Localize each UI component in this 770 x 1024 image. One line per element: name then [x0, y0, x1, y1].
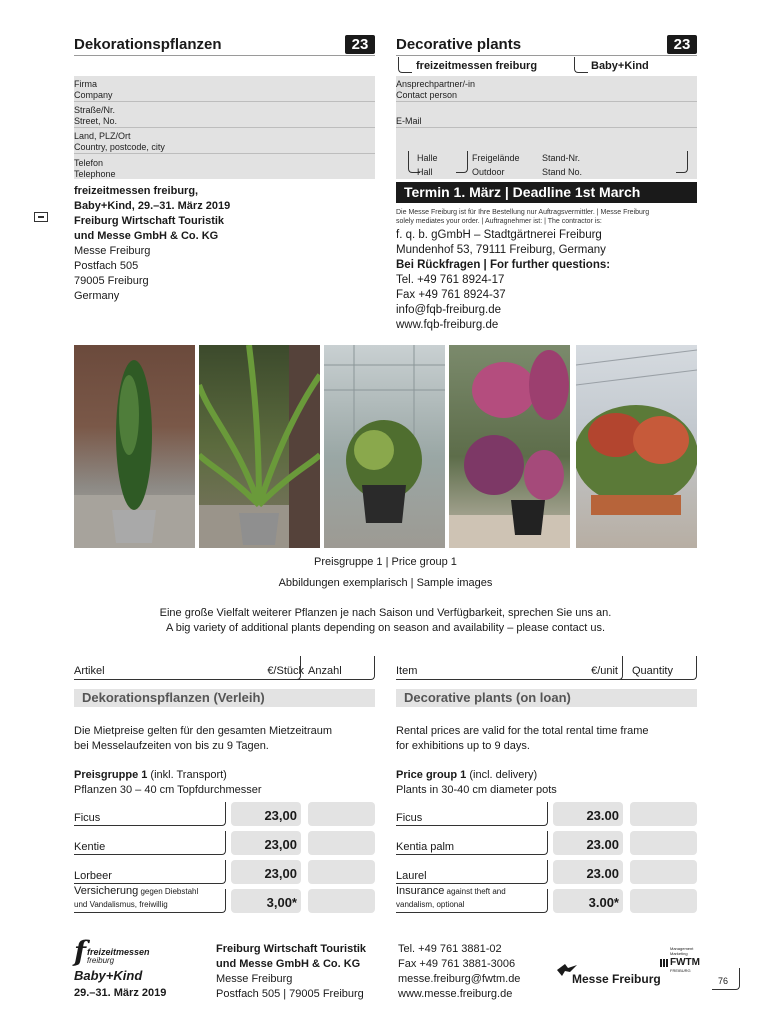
col-price-label: €/unit — [591, 665, 618, 677]
contact-label-de: Ansprechpartner/-in — [396, 79, 476, 89]
contact-line: Tel. +49 761 3881-02 — [398, 943, 502, 955]
left-title: Dekorationspflanzen — [74, 36, 222, 53]
footer-company — [216, 942, 366, 1002]
footer-dates: 29.–31. März 2019 — [74, 987, 167, 999]
item-price: 23,00 — [264, 837, 297, 852]
bougainvillea-photo — [449, 345, 570, 548]
email-field[interactable] — [396, 102, 697, 128]
insurance-small: gegen Diebstahl — [138, 887, 199, 896]
left-title-rule — [74, 55, 375, 56]
envelope-window-icon — [34, 212, 48, 222]
fair2-checkbox[interactable] — [574, 57, 588, 73]
contact-line[interactable]: www.fqb-freiburg.de — [396, 319, 499, 331]
right-title-rule — [396, 55, 697, 56]
logo1-text: freizeitmessen — [87, 947, 150, 957]
messe-brand: Messe Freiburg — [572, 972, 661, 986]
fair-logo — [74, 935, 204, 983]
item-name: Laurel — [396, 870, 427, 882]
contact-line: Fax +49 761 8924-37 — [396, 289, 506, 301]
sender-address — [74, 184, 230, 304]
contact-line[interactable]: info@fqb-freiburg.de — [396, 304, 502, 316]
table-row — [74, 800, 375, 829]
hall-label-en: Hall — [417, 167, 433, 177]
left-item-rows — [74, 800, 375, 916]
col-price-label: €/Stück — [267, 665, 304, 677]
item-name: Ficus — [74, 812, 101, 824]
company-line: und Messe GmbH & Co. KG — [216, 958, 361, 970]
item-price: 23.00 — [586, 808, 619, 823]
contractor-line: Mundenhof 53, 79111 Freiburg, Germany — [396, 244, 606, 256]
sender-line: freizeitmessen freiburg, — [74, 185, 199, 197]
item-name: Kentie — [74, 841, 106, 853]
right-section-bar: Decorative plants (on loan) — [396, 689, 697, 707]
laurel-photo — [324, 345, 445, 548]
group-rest: (inkl. Transport) — [147, 769, 227, 781]
insurance-small2: vandalism, optional — [396, 900, 465, 909]
page-number: 76 — [718, 976, 729, 986]
insurance-small: against theft and — [444, 887, 506, 896]
fwtm-small1: Management — [670, 946, 694, 951]
insurance-label — [396, 885, 506, 897]
quantity-input[interactable] — [308, 802, 375, 826]
fwtm-small2: Marketing — [670, 951, 688, 956]
city-label-en: Country, postcode, city — [74, 142, 165, 152]
rental-line: bei Messelaufzeiten von bis zu 9 Tagen. — [74, 740, 269, 752]
photinia-photo — [576, 345, 697, 548]
sender-line: Germany — [74, 290, 120, 302]
rental-line: Die Mietpreise gelten für den gesamten Mietzeitraum — [74, 725, 333, 737]
city-field[interactable] — [74, 128, 375, 154]
quantity-input[interactable] — [308, 831, 375, 855]
contractor-note-en: solely mediates your order. | Auftragnehmer ist: | The contractor is: — [396, 218, 602, 225]
logo1b-text: freiburg — [87, 956, 115, 965]
insurance-price: 3.00* — [588, 895, 619, 910]
fwtm-text: FWTM — [670, 957, 700, 968]
deadline-banner: Termin 1. März | Deadline 1st March — [396, 182, 697, 203]
insurance-small2: und Vandalismus, freiwillig — [74, 900, 168, 909]
item-price: 23,00 — [264, 808, 297, 823]
logo2-text: Baby+Kind — [74, 968, 143, 983]
fair1-checkbox[interactable] — [398, 57, 412, 73]
fwtm-grid-icon — [660, 959, 668, 967]
sender-line: 79005 Freiburg — [74, 275, 149, 287]
contact-line[interactable]: www.messe.freiburg.de — [398, 988, 513, 1000]
table-row — [74, 829, 375, 858]
questions-heading: Bei Rückfragen | For further questions: — [396, 259, 611, 271]
company-label-en: Company — [74, 90, 113, 100]
company-line: Postfach 505 | 79005 Freiburg — [216, 988, 364, 1000]
right-rental-note — [396, 724, 649, 754]
item-name: Lorbeer — [74, 870, 112, 882]
contact-label-en: Contact person — [396, 90, 458, 100]
street-label-de: Straße/Nr. — [74, 105, 116, 115]
right-title: Decorative plants — [396, 36, 522, 53]
item-price: 23.00 — [586, 837, 619, 852]
quantity-input[interactable] — [630, 831, 697, 855]
group-bold: Preisgruppe 1 — [74, 769, 148, 781]
contractor-note — [396, 208, 697, 226]
left-section-number: 23 — [345, 35, 375, 54]
right-section-number: 23 — [667, 35, 697, 54]
phone-label-en: Telephone — [74, 169, 116, 179]
hall-label-de: Halle — [417, 153, 438, 163]
contractor-address — [396, 228, 610, 333]
city-label-de: Land, PLZ/Ort — [74, 131, 131, 141]
group-sub: Plants in 30-40 cm diameter pots — [396, 784, 557, 796]
col-qty-label: Quantity — [632, 665, 673, 677]
sender-line: Postfach 505 — [74, 260, 139, 272]
quantity-input[interactable] — [308, 860, 375, 884]
quantity-input[interactable] — [630, 889, 697, 913]
contact-line[interactable]: messe.freiburg@fwtm.de — [398, 973, 521, 985]
email-label: E-Mail — [396, 116, 422, 126]
left-table-header — [74, 656, 375, 680]
item-price: 23,00 — [264, 866, 297, 881]
group-rest: (incl. delivery) — [466, 769, 538, 781]
phone-label-de: Telefon — [74, 158, 104, 168]
right-item-rows — [396, 800, 697, 916]
contractor-note-de: Die Messe Freiburg ist für Ihre Bestellung nur Auftragsvermittler. | Messe Freiburg — [396, 209, 650, 216]
col-item-label: Artikel — [74, 665, 105, 677]
sender-line: und Messe GmbH & Co. KG — [74, 230, 219, 242]
right-table-header — [396, 656, 697, 680]
left-rental-note — [74, 724, 332, 754]
variety-de: Eine große Vielfalt weiterer Pflanzen je nach Saison und Verfügbarkeit, sprechen Sie uns an. — [159, 607, 612, 619]
company-label-de: Firma — [74, 79, 97, 89]
fair1-label: freizeitmessen freiburg — [416, 60, 538, 72]
fwtm-logo — [660, 946, 700, 976]
sender-line: Messe Freiburg — [74, 245, 151, 257]
outdoor-label-en: Outdoor — [472, 167, 505, 177]
phone-field[interactable] — [74, 154, 375, 179]
quantity-input[interactable] — [308, 889, 375, 913]
insurance-big: Insurance — [396, 885, 445, 897]
ficus-photo — [74, 345, 195, 548]
insurance-label — [74, 885, 198, 897]
variety-en: A big variety of additional plants depending on season and availability – please contact us. — [165, 622, 606, 634]
contractor-line: f. q. b. gGmbH – Stadtgärtnerei Freiburg — [396, 229, 602, 241]
col-item-label: Item — [396, 665, 418, 677]
left-group-heading — [74, 768, 262, 798]
street-label-en: Street, No. — [74, 116, 118, 126]
photo-caption-group: Preisgruppe 1 | Price group 1 — [314, 556, 457, 568]
rental-line: Rental prices are valid for the total rental time frame — [396, 725, 649, 737]
kentia-photo — [199, 345, 320, 548]
contact-field[interactable] — [396, 76, 697, 102]
table-row-insurance — [396, 887, 697, 916]
group-sub: Pflanzen 30 – 40 cm Topfdurchmesser — [74, 784, 262, 796]
left-section-bar: Dekorationspflanzen (Verleih) — [74, 689, 375, 707]
photo-caption-sample: Abbildungen exemplarisch | Sample images — [278, 577, 493, 589]
footer-contact — [398, 942, 520, 1002]
col-qty-label: Anzahl — [308, 665, 342, 677]
quantity-input[interactable] — [630, 860, 697, 884]
fwtm-city: FREIBURG — [670, 968, 691, 973]
variety-note — [74, 606, 697, 636]
fair2-label: Baby+Kind — [591, 60, 649, 72]
table-row — [396, 829, 697, 858]
item-price: 23.00 — [586, 866, 619, 881]
quantity-input[interactable] — [630, 802, 697, 826]
company-line: Messe Freiburg — [216, 973, 293, 985]
sender-line: Baby+Kind, 29.–31. März 2019 — [74, 200, 231, 212]
contact-line: Tel. +49 761 8924-17 — [396, 274, 505, 286]
street-field[interactable] — [74, 102, 375, 128]
right-group-heading — [396, 768, 557, 798]
item-name: Kentia palm — [396, 841, 455, 853]
table-row — [396, 858, 697, 887]
company-line: Freiburg Wirtschaft Touristik — [216, 943, 367, 955]
company-field[interactable] — [74, 76, 375, 102]
stand-label-en: Stand No. — [542, 167, 583, 177]
left-form — [74, 76, 375, 179]
stand-label-de: Stand-Nr. — [542, 153, 581, 163]
item-name: Ficus — [396, 812, 423, 824]
table-row-insurance — [74, 887, 375, 916]
sender-line: Freiburg Wirtschaft Touristik — [74, 215, 225, 227]
contact-line: Fax +49 761 3881-3006 — [398, 958, 516, 970]
logo-f-mark: f — [74, 935, 87, 968]
right-form — [396, 76, 697, 179]
insurance-price: 3,00* — [266, 895, 297, 910]
stand-field[interactable] — [676, 151, 688, 173]
group-bold: Price group 1 — [396, 769, 467, 781]
table-row — [74, 858, 375, 887]
table-row — [396, 800, 697, 829]
rental-line: for exhibitions up to 9 days. — [396, 740, 530, 752]
outdoor-checkbox[interactable] — [456, 151, 468, 173]
outdoor-label-de: Freigelände — [472, 153, 520, 163]
insurance-big: Versicherung — [74, 885, 139, 897]
